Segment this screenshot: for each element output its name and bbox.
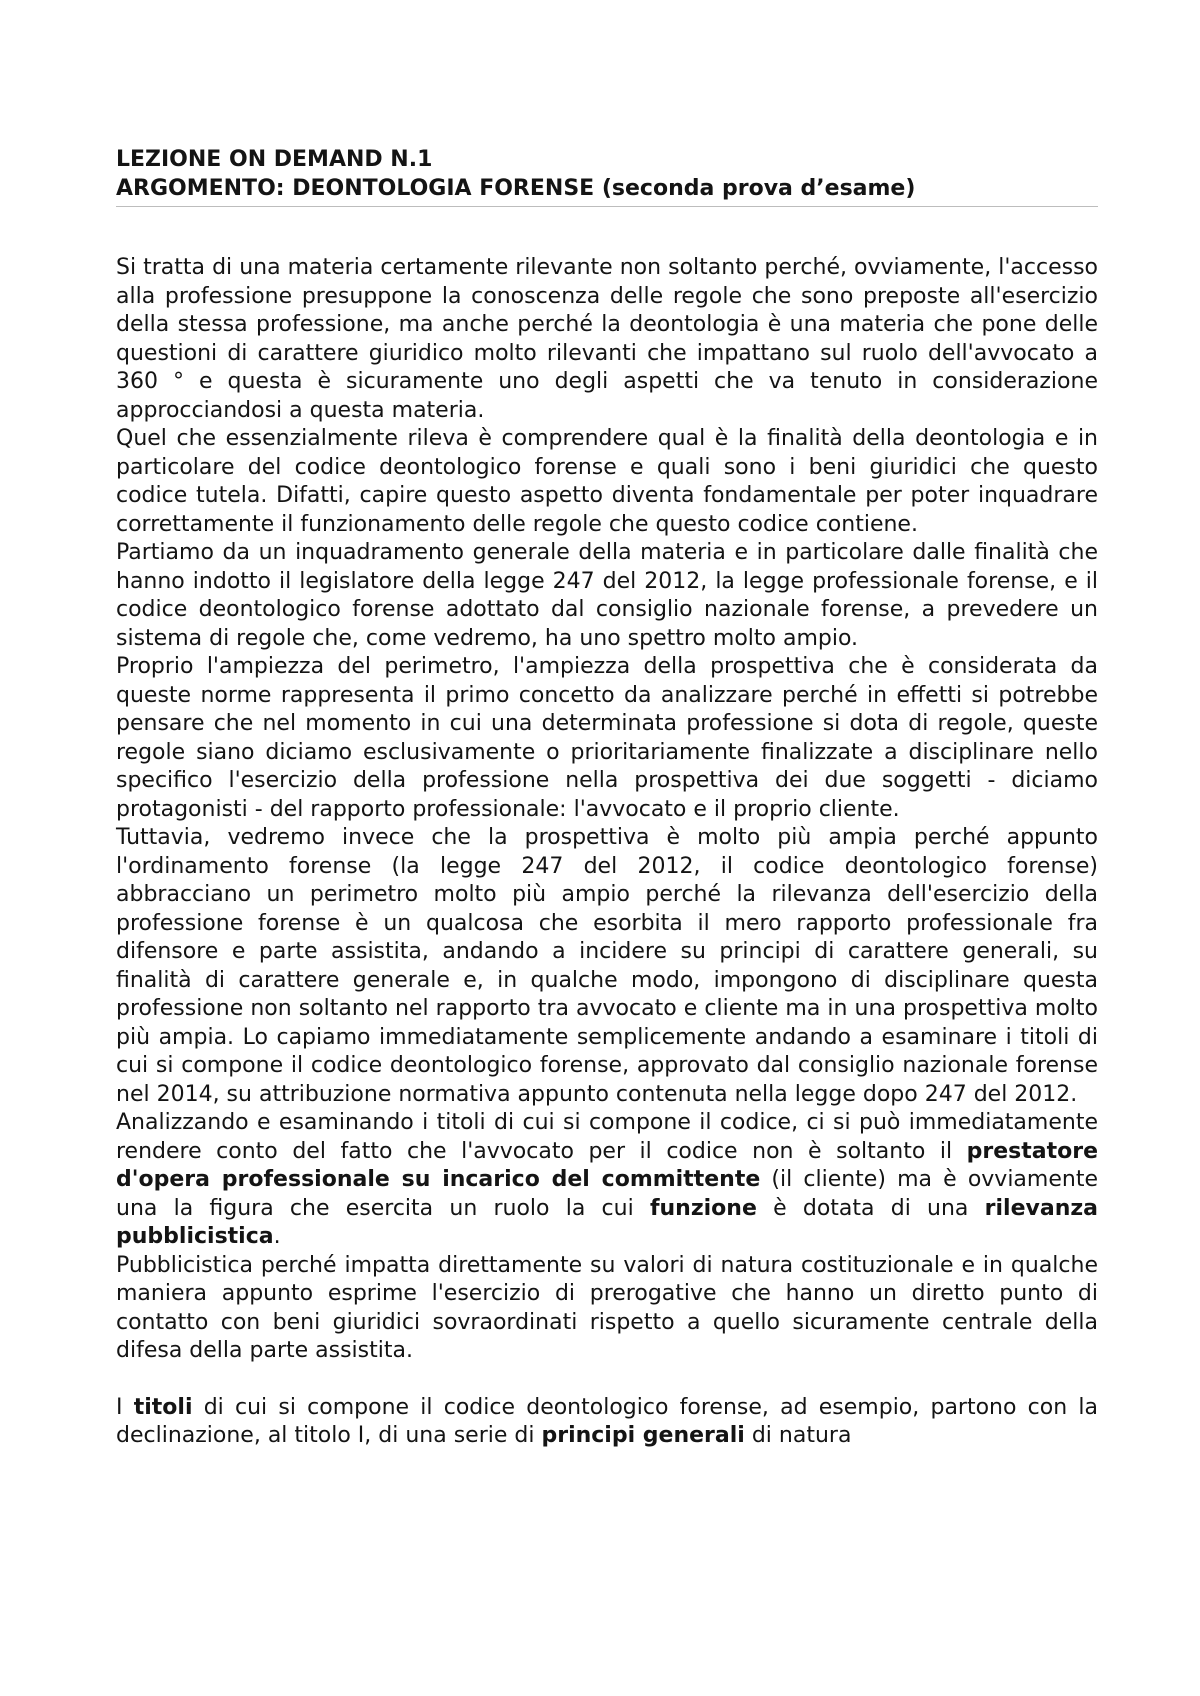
- paragraph-7: Pubblicistica perché impatta direttamente su valori di natura costituzionale e in qualche maniera appunto esprime l'esercizio di prerogative che hanno un diretto punto di contatto con beni giuridici sovraordinati rispetto a quello sicuramente centrale della difesa della parte assistita.: [116, 1252, 1098, 1363]
- paragraph-4: Proprio l'ampiezza del perimetro, l'ampiezza della prospettiva che è considerata da queste norme rappresenta il primo concetto da analizzare perché in effetti si potrebbe pensare che nel momento in cui una determinata professione si dota di regole, queste regole siano diciamo esclusivamente o prioritariamente finalizzate a disciplinare nello specifico l'esercizio della professione nella prospettiva dei due soggetti - diciamo protagonisti - del rapporto professionale: l'avvocato e il proprio cliente.: [116, 654, 1098, 822]
- bold-span: principi generali: [541, 1423, 745, 1448]
- text-span: è dotata di una: [756, 1195, 985, 1221]
- document-header: [116, 145, 1098, 207]
- paragraph-6: [116, 1109, 1098, 1252]
- text-span: di natura: [744, 1423, 852, 1448]
- topic-title: ARGOMENTO: DEONTOLOGIA FORENSE (seconda prova d’esame): [116, 176, 916, 201]
- bold-span: titoli: [133, 1394, 193, 1420]
- text-span: (il cliente) ma è ovviamente una la figura che esercita un ruolo la cui: [116, 1167, 1098, 1221]
- paragraph-5: Tuttavia, vedremo invece che la prospettiva è molto più ampia perché appunto l'ordinamento forense (la legge 247 del 2012, il codice deontologico forense) abbracciano un perimetro molto più ampio perché la rilevanza dell'esercizio della professione forense è un qualcosa che esorbita il mero rapporto professionale fra difensore e parte assistita, andando a incidere su principi di carattere generali, su finalità di carattere generale e, in qualche modo, impongono di disciplinare questa professione non soltanto nel rapporto tra avvocato e cliente ma in una prospettiva molto più ampia. Lo capiamo immediatamente semplicemente andando a esaminare i titoli di cui si compone il codice deontologico forense, approvato dal consiglio nazionale forense nel 2014, su attribuzione normativa appunto contenuta nella legge dopo 247 del 2012.: [116, 825, 1098, 1107]
- text-span: I: [116, 1394, 134, 1420]
- paragraph-spacer: [116, 1366, 1098, 1394]
- text-span: di cui si compone il codice deontologico forense, ad esempio, partono con la declinazione, al titolo I, di una serie di: [116, 1394, 1098, 1448]
- paragraph-1: Si tratta di una materia certamente rilevante non soltanto perché, ovviamente, l'accesso alla professione presuppone la conoscenza delle regole che sono preposte all'esercizio della stessa professione, ma anche perché la deontologia è una materia che pone delle questioni di carattere giuridico molto rilevanti che impattano sul ruolo dell'avvocato a 360 ° e questa è sicuramente uno degli aspetti che va tenuto in considerazione approcciandosi a questa materia.: [116, 255, 1098, 423]
- bold-span: rilevanza pubblicistica: [116, 1195, 1099, 1249]
- bold-span: funzione: [649, 1195, 757, 1221]
- bold-span: prestatore d'opera professionale su incarico del committente: [116, 1138, 1098, 1192]
- text-span: .: [273, 1224, 281, 1249]
- paragraph-3: Partiamo da un inquadramento generale della materia e in particolare dalle finalità che hanno indotto il legislatore della legge 247 del 2012, la legge professionale forense, e il codice deontologico forense adottato dal consiglio nazionale forense, a prevedere un sistema di regole che, come vedremo, ha uno spettro molto ampio.: [116, 540, 1098, 651]
- text-span: Analizzando e esaminando i titoli di cui si compone il codice, ci si può immediatamente rendere conto del fatto che l'avvocato per il codice non è soltanto il: [116, 1110, 1098, 1164]
- document-body: [116, 254, 1098, 1451]
- lesson-title: LEZIONE ON DEMAND N.1: [116, 147, 433, 172]
- paragraph-2: Quel che essenzialmente rileva è comprendere qual è la finalità della deontologia e in particolare del codice deontologico forense e quali sono i beni giuridici che questo codice tutela. Difatti, capire questo aspetto diventa fondamentale per poter inquadrare correttamente il funzionamento delle regole che questo codice contiene.: [116, 426, 1098, 537]
- paragraph-8: [116, 1394, 1098, 1451]
